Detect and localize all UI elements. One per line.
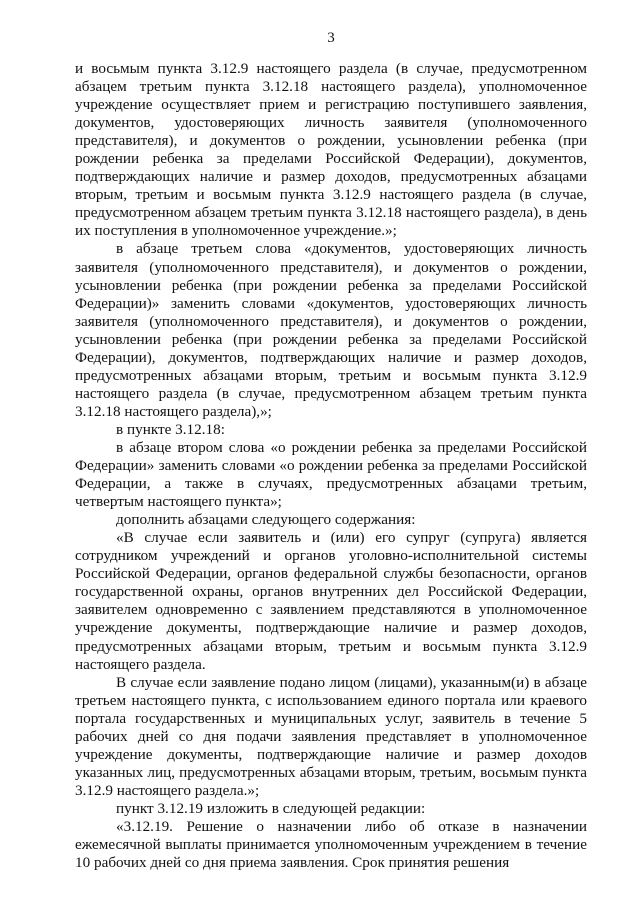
paragraph-6: «В случае если заявитель и (или) его супруг (супруга) является сотрудником учреждений и органов уголовно-исполнительной системы Российской Федерации, органов федеральной службы безопасности, органов государственной охраны, органов внутренних дел Российской Федерации, заявителем одновременно с заявлением представляются в уполномоченное учреждение документы, подтверждающие наличие и размер доходов, предусмотренных абзацами вторым, третьим и восьмым пункта 3.12.9 настоящего раздела.	[75, 529, 587, 673]
paragraph-1: и восьмым пункта 3.12.9 настоящего раздела (в случае, предусмотренном абзацем третьим пункта 3.12.18 настоящего раздела), уполномоченное учреждение осуществляет прием и регистрацию поступившего заявления, документов, удостоверяющих личность заявителя (уполномоченного представителя), и документов о рождении, усыновлении ребенка (при рождении ребенка за пределами Российской Федерации), документов, подтверждающих наличие и размер доходов, предусмотренных абзацами вторым, третьим и восьмым пункта 3.12.9 настоящего раздела (в случае, предусмотренном абзацем третьим пункта 3.12.18 настоящего раздела), в день их поступления в уполномоченное учреждение.»;	[75, 60, 587, 240]
paragraph-9: «3.12.19. Решение о назначении либо об отказе в назначении ежемесячной выплаты принимается уполномоченным учреждением в течение 10 рабочих дней со дня приема заявления. Срок принятия решения	[75, 817, 587, 872]
paragraph-7: В случае если заявление подано лицом (лицами), указанным(и) в абзаце третьем настоящего пункта, с использованием единого портала или краевого портала государственных и муниципальных услуг, заявитель в течение 5 рабочих дней со дня подачи заявления представляет в уполномоченное учреждение документы, подтверждающие наличие и размер доходов указанных лиц, предусмотренных абзацами вторым, третьим, восьмым пункта 3.12.9 настоящего раздела.»;	[75, 673, 587, 799]
page-number: 3	[327, 30, 335, 46]
paragraph-8: пункт 3.12.19 изложить в следующей редакции:	[116, 799, 426, 817]
paragraph-2: в абзаце третьем слова «документов, удостоверяющих личность заявителя (уполномоченного представителя), и документов о рождении, усыновлении ребенка (при рождении ребенка за пределами Российской Федерации)» заменить словами «документов, удостоверяющих личность заявителя (уполномоченного представителя), и документов о рождении, усыновлении ребенка (при рождении ребенка за пределами Российской Федерации), документов, подтверждающих наличие и размер доходов, предусмотренных абзацами вторым, третьим и восьмым пункта 3.12.9 настоящего раздела (в случае, предусмотренном абзацем третьим пункта 3.12.18 настоящего раздела),»;	[75, 240, 587, 420]
document-page	[75, 29, 587, 872]
paragraph-3: в пункте 3.12.18:	[116, 420, 225, 438]
document-body	[75, 60, 587, 872]
paragraph-5: дополнить абзацами следующего содержания:	[116, 511, 416, 529]
paragraph-4: в абзаце втором слова «о рождении ребенка за пределами Российской Федерации» заменить словами «о рождении ребенка за пределами Российской Федерации, а также в случаях, предусмотренных абзацами третьим, четвертым настоящего пункта»;	[75, 438, 587, 511]
